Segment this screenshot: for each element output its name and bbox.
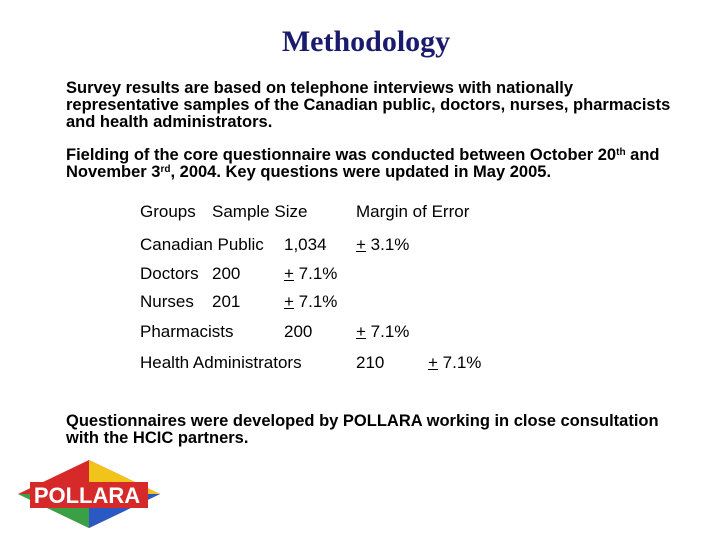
- page-title: Methodology: [281, 25, 451, 58]
- fielding-text-2: and November 3: [66, 146, 660, 181]
- header-margin-of-error: Margin of Error: [356, 202, 470, 221]
- row-group: Pharmacists: [140, 322, 234, 341]
- plus-minus-sign: +: [356, 322, 366, 341]
- plus-minus-sign: +: [284, 292, 294, 311]
- row-size: 200: [284, 322, 313, 341]
- row-margin: + 3.1%: [356, 235, 410, 254]
- row-size: 210: [356, 353, 385, 372]
- fielding-text-3: , 2004. Key questions were updated in May 2005.: [170, 163, 552, 181]
- fielding-sup-2: rd: [160, 164, 171, 175]
- row-group: Canadian Public: [140, 235, 264, 254]
- logo-text: POLLARA: [33, 483, 141, 508]
- fielding-sup-1: th: [616, 147, 626, 158]
- plus-minus-sign: +: [356, 235, 366, 254]
- row-group: Nurses: [140, 292, 194, 311]
- header-groups: Groups: [140, 202, 196, 221]
- row-size: 200: [212, 264, 241, 283]
- fielding-text-1: Fielding of the core questionnaire was conducted between October 20: [66, 146, 617, 164]
- pollara-logo: [14, 458, 164, 530]
- plus-minus-sign: +: [428, 353, 438, 372]
- row-group: Doctors: [140, 264, 199, 283]
- intro-paragraph: Survey results are based on telephone interviews with nationally representative samples of the Canadian public, doctors, nurses, pharmacists and health administrators.: [66, 79, 671, 131]
- row-group: Health Administrators: [140, 353, 302, 372]
- plus-minus-sign: +: [284, 264, 294, 283]
- row-margin: + 7.1%: [284, 264, 338, 283]
- fielding-paragraph: [66, 147, 686, 181]
- row-margin: + 7.1%: [284, 292, 338, 311]
- row-size: 201: [212, 292, 241, 311]
- row-size: 1,034: [284, 235, 327, 254]
- row-margin: + 7.1%: [356, 322, 410, 341]
- row-margin: + 7.1%: [428, 353, 482, 372]
- header-sample-size: Sample Size: [212, 202, 308, 221]
- closing-paragraph: Questionnaires were developed by POLLARA working in close consultation with the HCIC partners.: [66, 412, 659, 447]
- logo-trademark: ™: [150, 481, 158, 490]
